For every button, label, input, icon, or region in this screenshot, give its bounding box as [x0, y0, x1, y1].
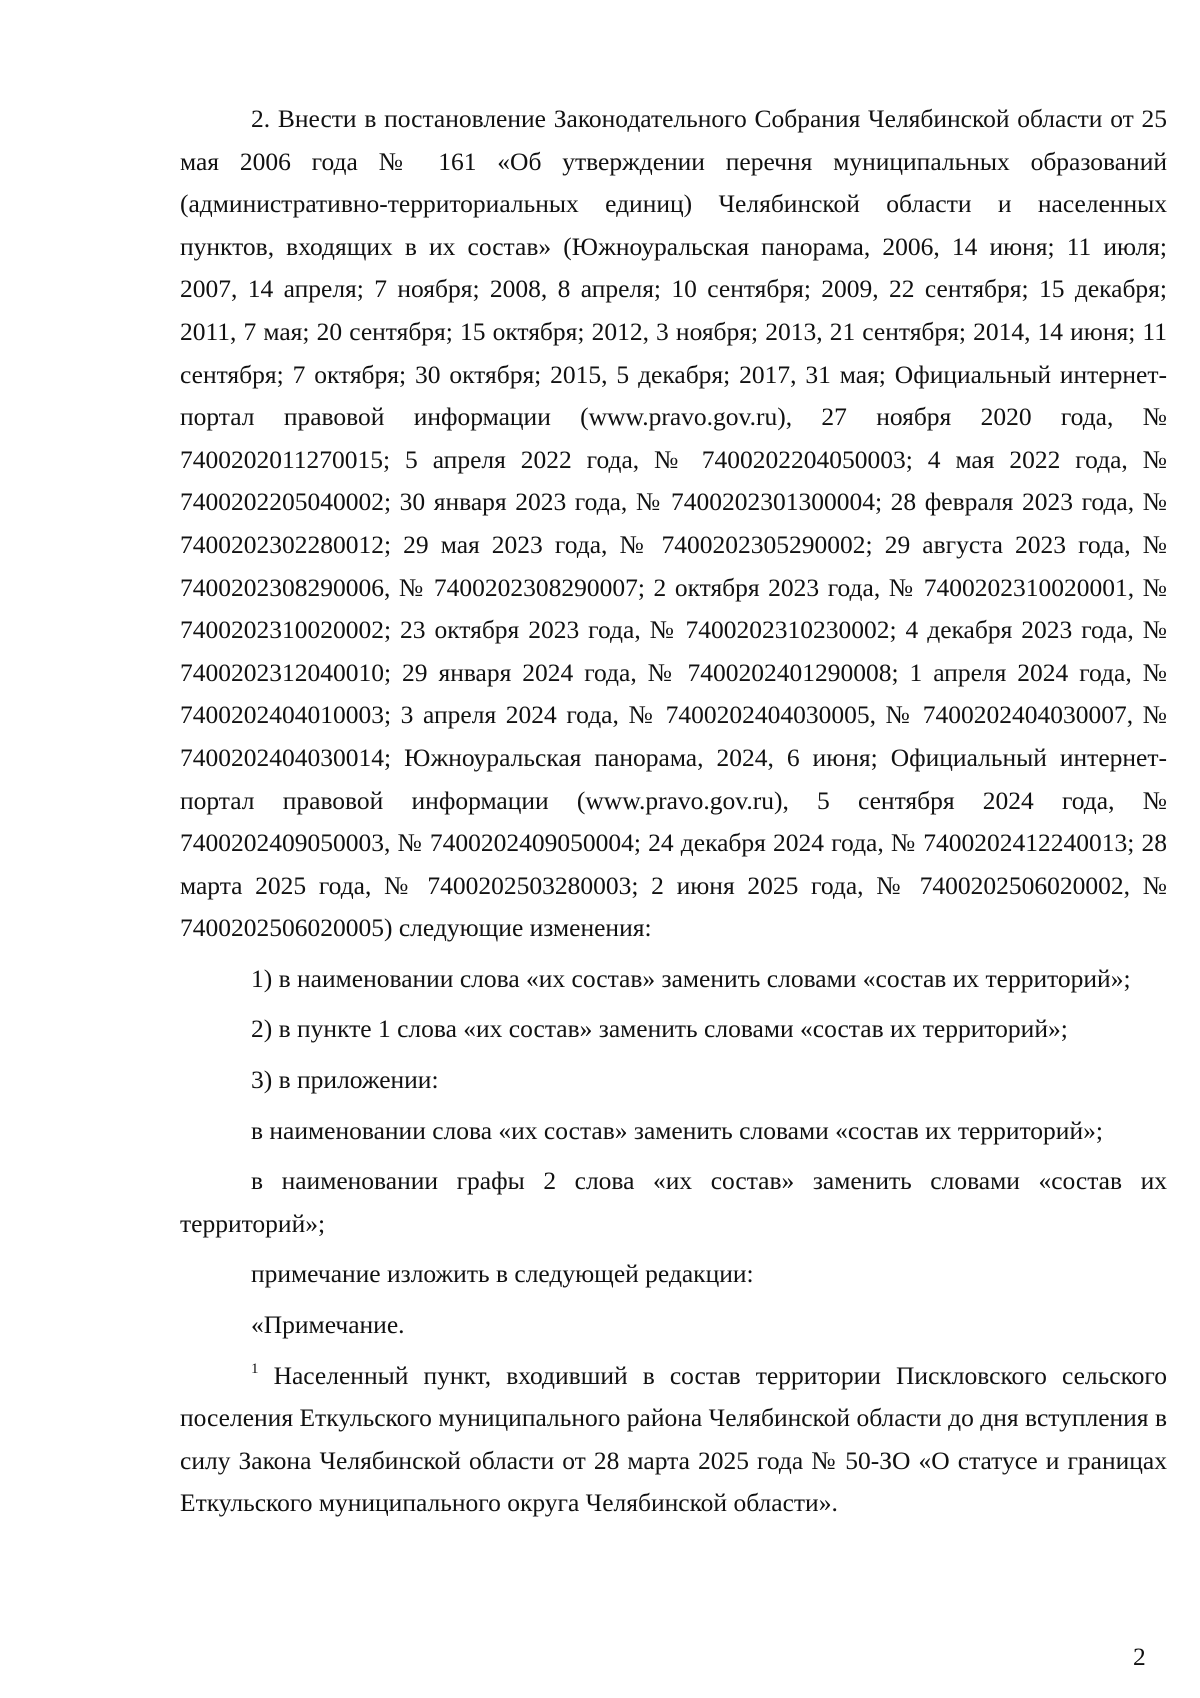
sub-item-3: примечание изложить в следующей редакции:	[251, 1259, 754, 1289]
list-item-3: 3) в приложении:	[251, 1065, 439, 1095]
list-item-1: 1) в наименовании слова «их состав» заменить словами «состав их территорий»;	[251, 963, 1131, 993]
document-body	[180, 98, 1167, 1525]
footnote-text: Населенный пункт, входивший в состав территории Пискловского сельского поселения Еткульского муниципального района Челябинской области до дня вступления в силу Закона Челябинской области от 28 марта 2025 года № 50-ЗО «О статусе и границах Еткульского муниципального округа Челябинской области».	[180, 1360, 1167, 1518]
footnote-marker: 1	[251, 1360, 259, 1377]
list-item-2: 2) в пункте 1 слова «их состав» заменить словами «состав их территорий»;	[251, 1014, 1068, 1044]
footnote-paragraph	[180, 1355, 1167, 1525]
sub-item-1: в наименовании слова «их состав» заменить словами «состав их территорий»;	[251, 1115, 1103, 1145]
note-title: «Примечание.	[251, 1310, 405, 1340]
sub-item-2: в наименовании графы 2 слова «их состав» заменить словами «состав их территорий»;	[180, 1166, 1167, 1238]
main-paragraph: 2. Внести в постановление Законодательного Собрания Челябинской области от 25 мая 2006 года № 161 «Об утверждении перечня муниципальных образований (административно-территориальных единиц) Челябинской области и населенных пунктов, входящих в их состав» (Южноуральская панорама, 2006, 14 июня; 11 июля; 2007, 14 апреля; 7 ноября; 2008, 8 апреля; 10 сентября; 2009, 22 сентября; 15 декабря; 2011, 7 мая; 20 сентября; 15 октября; 2012, 3 ноября; 2013, 21 сентября; 2014, 14 июня; 11 сентября; 7 октября; 30 октября; 2015, 5 декабря; 2017, 31 мая; Официальный интернет-портал правовой информации (www.pravo.gov.ru), 27 ноября 2020 года, № 7400202011270015; 5 апреля 2022 года, № 7400202204050003; 4 мая 2022 года, № 7400202205040002; 30 января 2023 года, № 7400202301300004; 28 февраля 2023 года, № 7400202302280012; 29 мая 2023 года, № 7400202305290002; 29 августа 2023 года, № 7400202308290006, № 7400202308290007; 2 октября 2023 года, № 7400202310020001, № 7400202310020002; 23 октября 2023 года, № 7400202310230002; 4 декабря 2023 года, № 7400202312040010; 29 января 2024 года, № 7400202401290008; 1 апреля 2024 года, № 7400202404010003; 3 апреля 2024 года, № 7400202404030005, № 7400202404030007, № 7400202404030014; Южноуральская панорама, 2024, 6 июня; Официальный интернет-портал правовой информации (www.pravo.gov.ru), 5 сентября 2024 года, № 7400202409050003, № 7400202409050004; 24 декабря 2024 года, № 7400202412240013; 28 марта 2025 года, № 7400202503280003; 2 июня 2025 года, № 7400202506020002, № 7400202506020005) следующие изменения:	[180, 104, 1167, 943]
page-number: 2	[1133, 1642, 1146, 1671]
